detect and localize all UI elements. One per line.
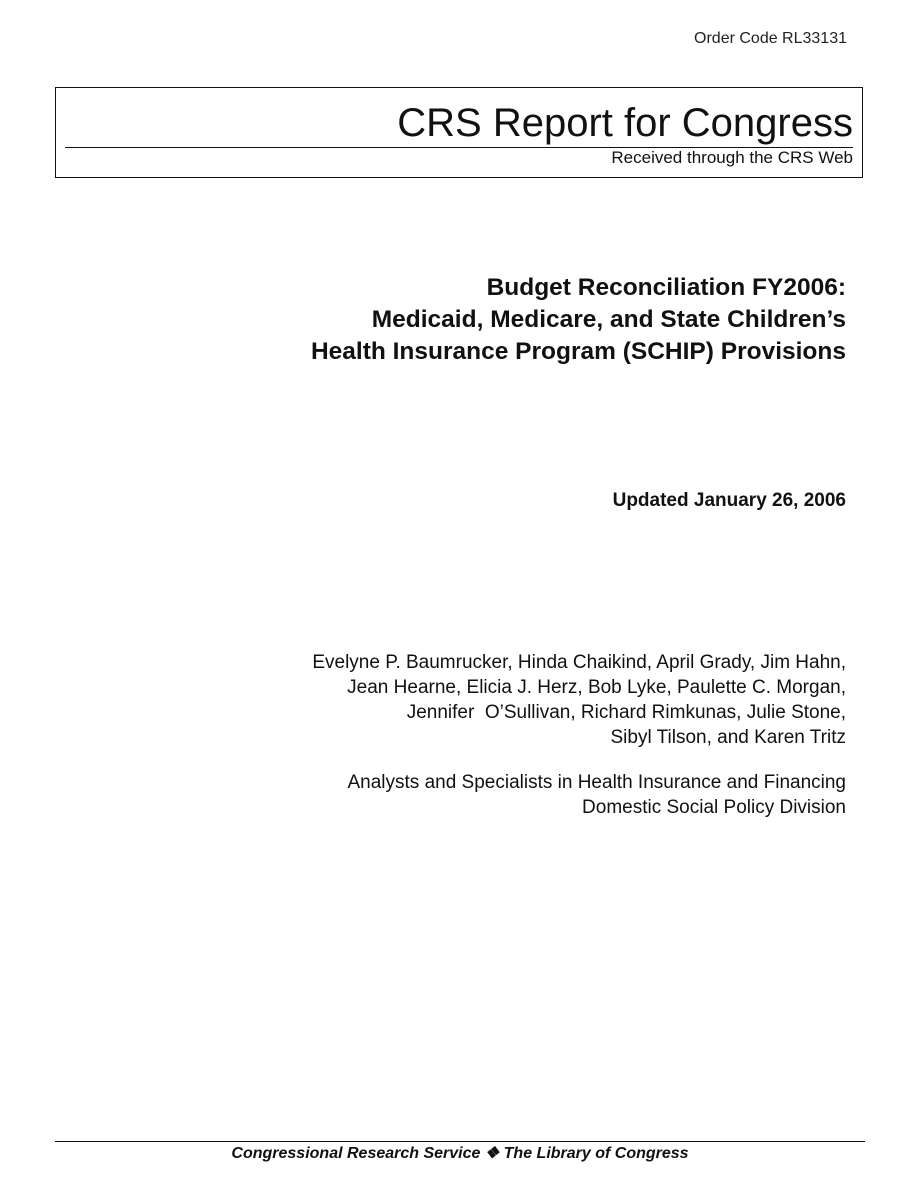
author-line: Sibyl Tilson, and Karen Tritz: [610, 727, 846, 748]
author-list: [126, 650, 846, 750]
author-line: Jean Hearne, Elicia J. Herz, Bob Lyke, Paulette C. Morgan,: [347, 677, 846, 698]
report-header-box: [55, 87, 863, 178]
title-line: Health Insurance Program (SCHIP) Provisions: [310, 338, 846, 365]
document-title: [126, 272, 846, 368]
footer-rule: [55, 1141, 865, 1142]
title-line: Budget Reconciliation FY2006:: [486, 274, 846, 301]
title-line: Medicaid, Medicare, and State Children’s: [371, 306, 846, 333]
author-line: Evelyne P. Baumrucker, Hinda Chaikind, April Grady, Jim Hahn,: [312, 652, 846, 673]
report-subtitle: Received through the CRS Web: [611, 148, 853, 167]
author-affiliation: [126, 770, 846, 820]
updated-date: Updated January 26, 2006: [612, 490, 846, 511]
order-code: Order Code RL33131: [694, 30, 847, 47]
affiliation-line: Analysts and Specialists in Health Insurance and Financing: [347, 772, 846, 793]
author-line: Jennifer O’Sullivan, Richard Rimkunas, Julie Stone,: [406, 702, 846, 723]
report-title: CRS Report for Congress: [397, 101, 853, 145]
footer-text: Congressional Research Service ❖ The Library of Congress: [231, 1145, 689, 1162]
affiliation-line: Domestic Social Policy Division: [582, 797, 846, 818]
